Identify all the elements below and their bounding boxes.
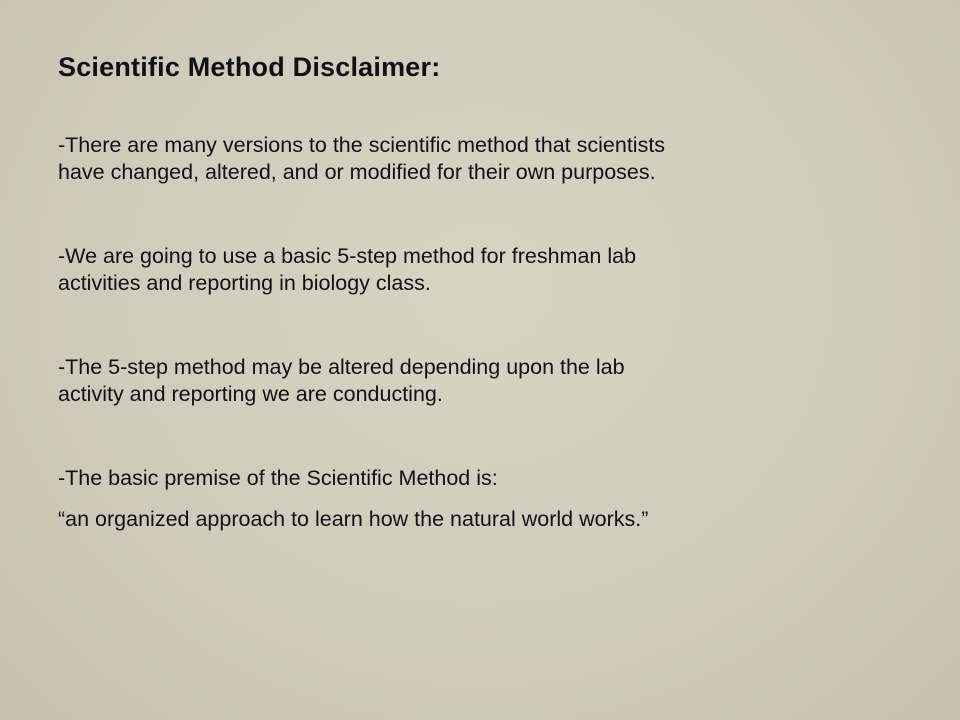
paragraph-line: -There are many versions to the scientific method that scientists xyxy=(58,133,666,157)
paragraph-line: activities and reporting in biology class. xyxy=(58,271,431,295)
paragraph-altered xyxy=(58,354,918,408)
paragraph-versions xyxy=(58,132,918,186)
paragraph-line: -The 5-step method may be altered depending upon the lab xyxy=(58,355,625,379)
paragraph-five-step xyxy=(58,243,918,297)
slide-body xyxy=(58,132,918,533)
paragraph-line: activity and reporting we are conducting. xyxy=(58,382,443,406)
slide-title: Scientific Method Disclaimer: xyxy=(58,52,441,82)
paragraph-line: -We are going to use a basic 5-step method for freshman lab xyxy=(58,244,637,268)
paragraph-line: have changed, altered, and or modified for their own purposes. xyxy=(58,160,656,184)
paragraph-premise xyxy=(58,465,918,533)
premise-intro: -The basic premise of the Scientific Method is: xyxy=(58,466,498,490)
premise-quote: “an organized approach to learn how the natural world works.” xyxy=(58,507,649,531)
